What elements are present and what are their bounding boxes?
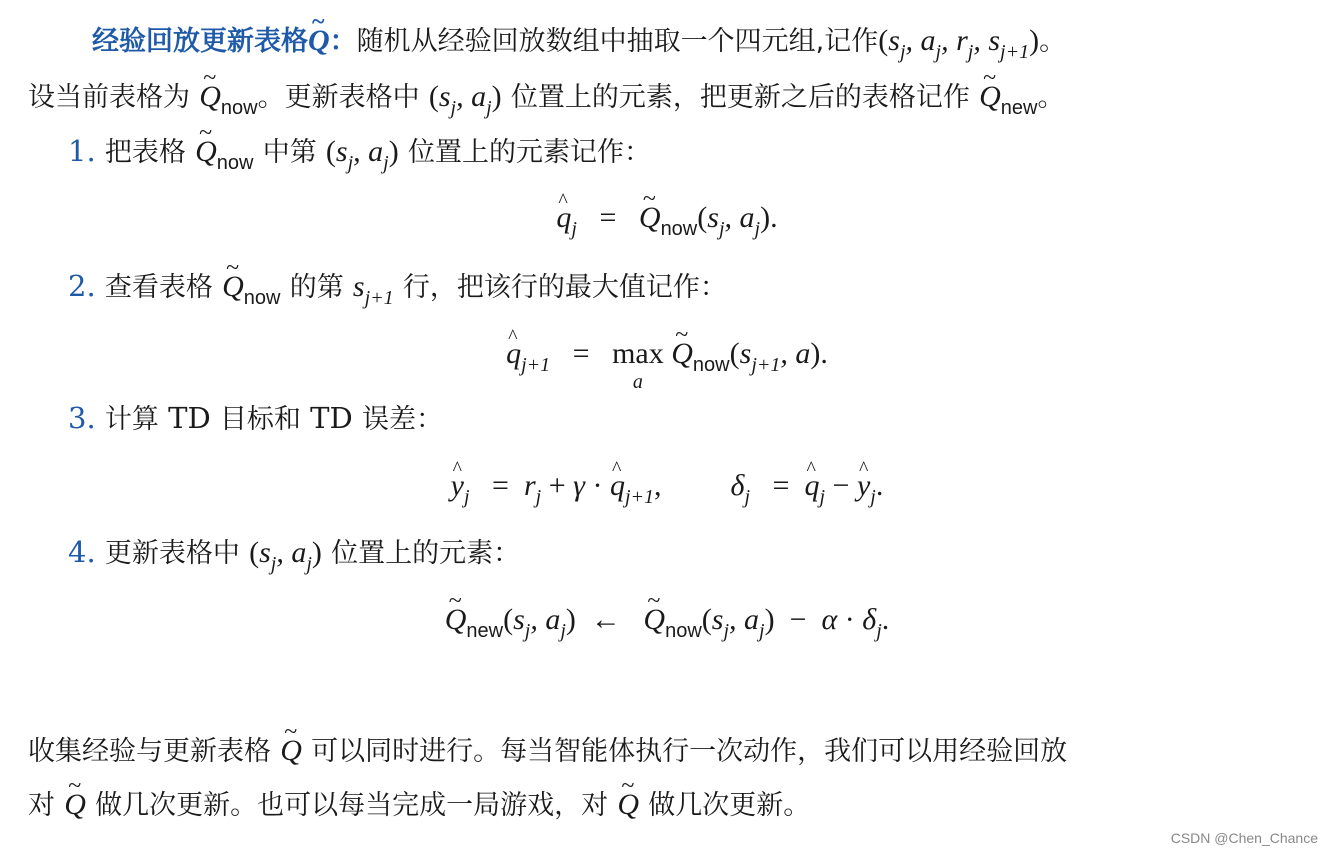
step-number: 2.	[68, 269, 96, 303]
equation-td: ^ $y_j = r_j + \gamma$ · ^ $q_{j+1}$, $\delta_j$ = ^ $q_j$ − ^ $y_j$.	[0, 466, 1334, 517]
step-4: 4. 更新表格中 ($s_j$, $a_j$) 位置上的元素：	[68, 535, 521, 575]
footer-line-2: 对 ~ Q 做几次更新。也可以每当完成一局游戏，对 ~ Q 做几次更新。	[28, 784, 810, 826]
intro-line-2: 设当前表格为 ~ $Q_{now}$。更新表格中 ($s_j$, $a_j$) 位置上的元素，把更新之后的表格记作 ~ $Q_{new}$。	[28, 76, 1064, 128]
equation-update: ~ $Q_{new}(s_j$, $a_j$) ← ~ $Q_{now}(s_j$, $a_j) - \alpha \cdot \delta_j$.	[0, 600, 1334, 651]
step-2: 2. 查看表格 ~ $Q_{now}$ 的第 $s_{j+1}$ 行，把该行的最大值记作：	[68, 266, 727, 318]
equation-q-hat-j: ^ $q_j$ = ~ $Q_{now}(s_j$, $a_j$).	[0, 198, 1334, 249]
step-number: 1.	[68, 134, 96, 168]
symbol-q-tilde: ~ Q	[199, 77, 221, 117]
symbol-q-tilde: ~ Q	[979, 77, 1001, 117]
symbol-q-tilde: ~ Q	[308, 21, 330, 61]
step-3: 3. 计算 TD 目标和 TD 误差：	[68, 401, 443, 435]
step-1: 1. 把表格 ~ $Q_{now}$ 中第 ($s_j$, $a_j$) 位置上的元素记作：	[68, 131, 651, 183]
section-heading: 经验回放更新表格	[92, 26, 308, 57]
step-number: 4.	[68, 535, 96, 569]
pair-sa: ($s_j$, $a_j$)	[428, 80, 502, 119]
tuple-sars: ($s_j$, $a_j$, $r_j$, $s_{j+1}$)	[878, 24, 1040, 63]
footer-line-1: 收集经验与更新表格 ~ Q 可以同时进行。每当智能体执行一次动作，我们可以用经验回放	[28, 730, 1067, 772]
intro-line-1: 经验回放更新表格~ Q：随机从经验回放数组中抽取一个四元组,记作($s_j$, $a_j$, $r_j$, $s_{j+1}$)。	[92, 20, 1066, 72]
watermark: CSDN @Chen_Chance	[1170, 830, 1318, 846]
step-number: 3.	[68, 401, 96, 435]
equation-q-hat-j1: ^ $q_{j+1} = \max$ a ~ $Q_{now}(s_{j+1}$, a).	[0, 334, 1334, 385]
